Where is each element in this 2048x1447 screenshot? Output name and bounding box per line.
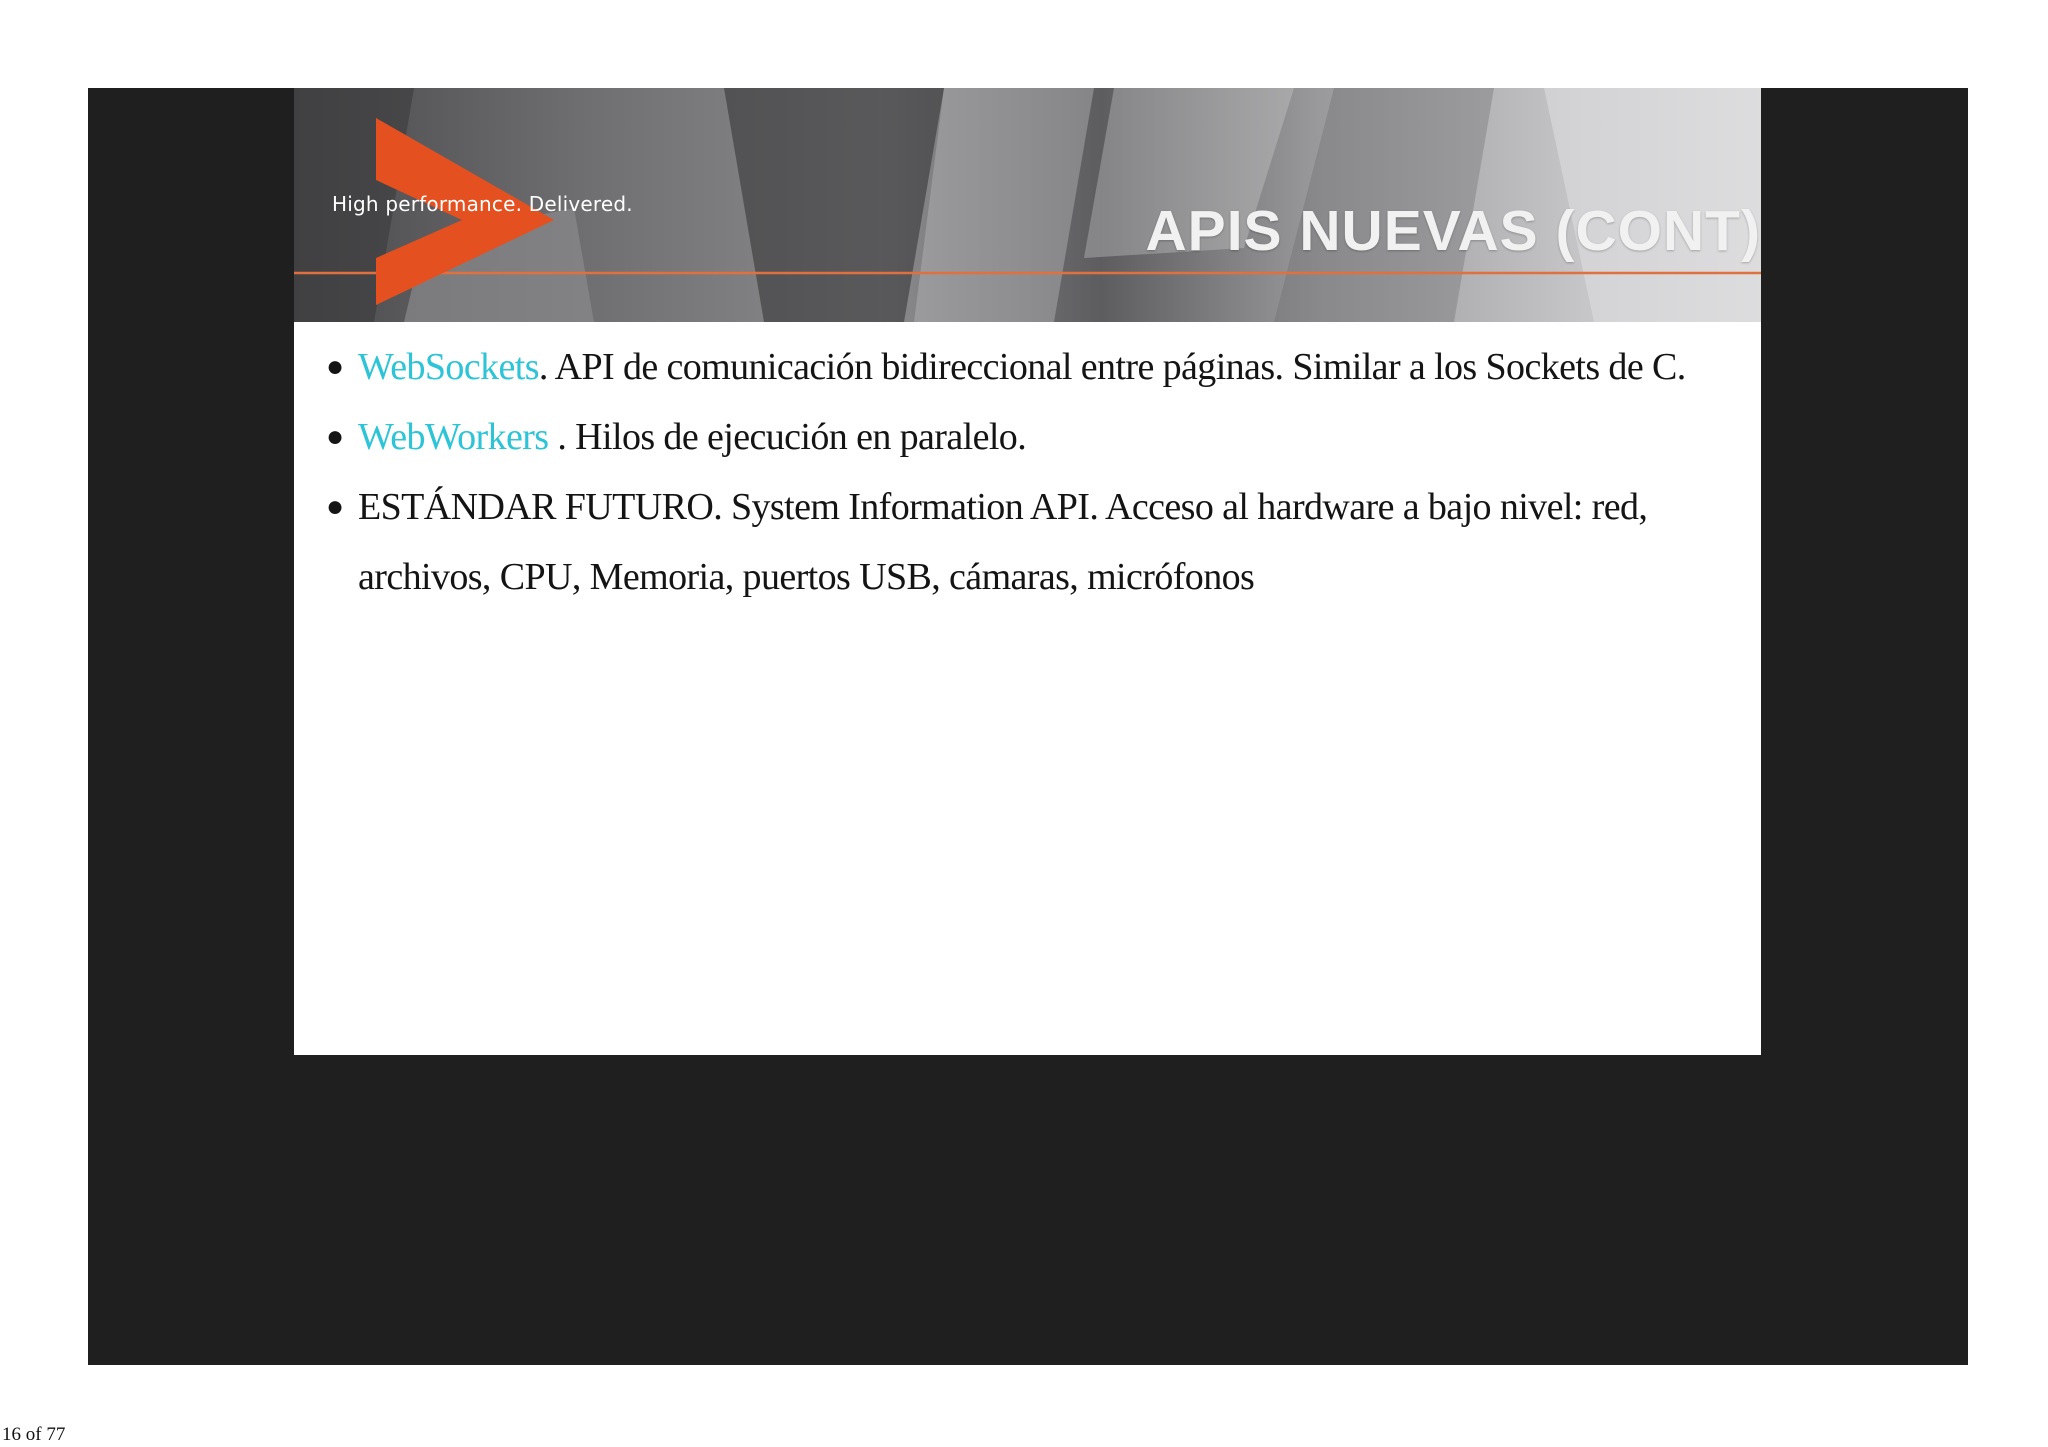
bullet-dot-icon: ● — [326, 420, 344, 453]
bullet-item — [324, 332, 1754, 402]
bullet-text: . Hilos de ejecución en paralelo. — [548, 416, 1027, 458]
brand-tagline: High performance. Delivered. — [332, 192, 633, 216]
bullet-dot-icon: ● — [326, 350, 344, 383]
slide — [294, 88, 1761, 1055]
bullet-item — [324, 472, 1754, 612]
bullet-link[interactable]: WebSockets — [358, 346, 539, 388]
page-counter: 16 of 77 — [2, 1424, 66, 1445]
bullet-text: ESTÁNDAR FUTURO. System Information API. Acceso al hardware a bajo nivel: red, archivos, CPU, Memoria, puertos USB, cámaras, micrófonos — [358, 486, 1648, 598]
bullet-dot-icon: ● — [326, 490, 344, 523]
bullet-link[interactable]: WebWorkers — [358, 416, 549, 458]
slide-banner — [294, 88, 1761, 322]
bullet-list — [324, 332, 1754, 612]
bullet-item — [324, 402, 1754, 472]
bullet-text: . API de comunicación bidireccional entre páginas. Similar a los Sockets de C. — [538, 346, 1686, 388]
slide-title: APIS NUEVAS (CONT) — [1145, 199, 1761, 263]
